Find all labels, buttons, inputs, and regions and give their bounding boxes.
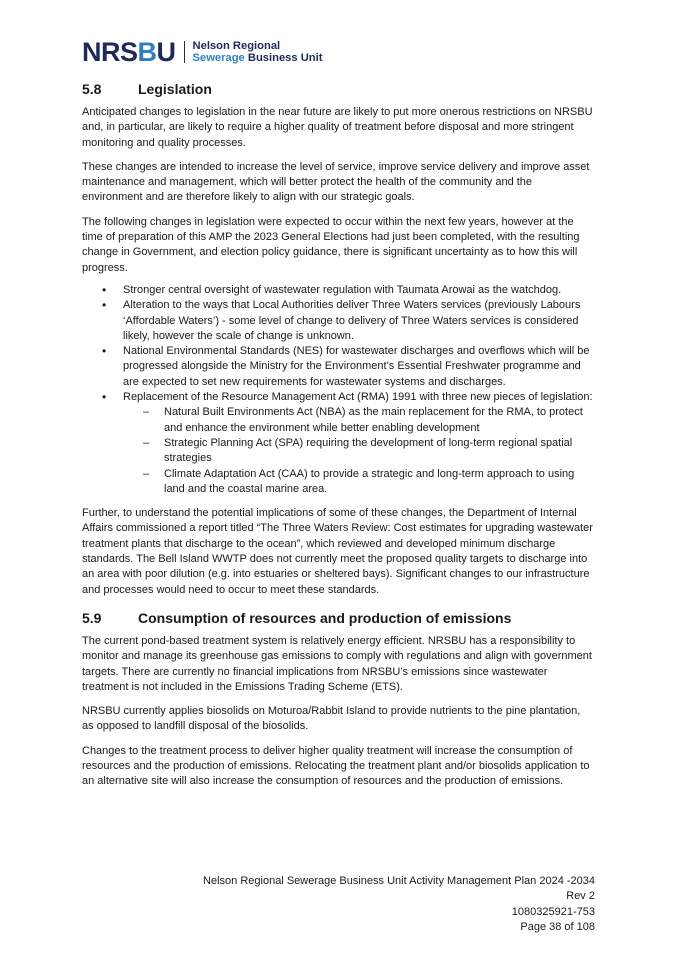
nrsbu-logo (82, 38, 593, 66)
sub-list-item: – Strategic Planning Act (SPA) requiring the development of long-term regional spatial strategies (123, 436, 593, 467)
list-item: • National Environmental Standards (NES) for wastewater discharges and overflows which will be progressed alongside the Ministry for the Environment’s Essential Freshwater programme and are expected to set new requirements for wastewater systems and discharges. (82, 344, 593, 390)
list-item: • Stronger central oversight of wastewater regulation with Taumata Arowai as the watchdog. (82, 283, 593, 298)
sub-list (123, 405, 593, 497)
list-item-text: Replacement of the Resource Management Act (RMA) 1991 with three new pieces of legislation: (123, 391, 593, 404)
logo-subtitle: Nelson Regional Sewerage Business Unit (192, 40, 323, 64)
section-heading-legislation: 5.8 Legislation (82, 81, 212, 97)
paragraph: These changes are intended to increase the level of service, improve service delivery and improve asset maintenance and management, which will better protect the health of the community and the environment and are therefore likely to align with our strategic goals. (82, 160, 590, 204)
paragraph: NRSBU currently applies biosolids on Moturoa/Rabbit Island to provide nutrients to the pine plantation, as opposed to landfill disposal of the biosolids. (82, 705, 581, 733)
paragraph: The current pond-based treatment system is relatively energy efficient. NRSBU has a responsibility to monitor and manage its greenhouse gas emissions to comply with regulations and align with government targets. There are currently no financial implications from NRSBU’s emissions since wastewater treatment is not included in the Emissions Trading Scheme (ETS). (82, 634, 592, 693)
logo-divider (184, 41, 185, 63)
footer-revision: Rev 2 (566, 890, 595, 903)
footer-page-number: Page 38 of 108 (520, 920, 595, 933)
paragraph: Anticipated changes to legislation in the near future are likely to put more onerous restrictions on NRSBU and, in particular, are likely to require a higher quality of treatment before disposal and more stringent monitoring and quality processes. (82, 106, 593, 149)
footer-document-id: 1080325921-753 (511, 905, 595, 918)
page-footer (203, 874, 595, 935)
list-item: • Alteration to the ways that Local Authorities deliver Three Waters services (previously Labours ‘Affordable Waters’) - some level of change to delivery of Three Waters services is considered likely, however the scale of change is unknown. (82, 298, 593, 344)
logo-wordmark: NRSBU (82, 36, 176, 67)
footer-document-title: Nelson Regional Sewerage Business Unit Activity Management Plan 2024 -2034 (203, 875, 595, 887)
paragraph: The following changes in legislation were expected to occur within the next few years, however at the time of preparation of this AMP the 2023 General Elections had just been completed, with the resulting change in Government, and election policy guidance, there is significant uncertainty as to how this will progress. (82, 215, 580, 274)
paragraph: Changes to the treatment process to deliver higher quality treatment will increase the consumption of resources and the production of emissions. Relocating the treatment plant and/or biosolids application to an alternative site will also increase the consumption of resources and the production of emissions. (82, 744, 590, 788)
list-item (82, 390, 593, 497)
sub-list-item: – Climate Adaptation Act (CAA) to provide a strategic and long-term approach to using land and the coastal marine area. (123, 467, 593, 498)
section-heading-emissions: 5.9 Consumption of resources and production of emissions (82, 609, 512, 626)
paragraph: Further, to understand the potential implications of some of these changes, the Department of Internal Affairs commissioned a report titled “The Three Waters Review: Cost estimates for upgrading wastewater treatment plants that discharge to the ocean”, which reviewed and developed minimum discharge standards. The Bell Island WWTP does not currently meet the proposed quality targets to discharge into an area with poor dilution (e.g. into estuaries or sheltered bays). Significant changes to our infrastructure and processes would need to occur to meet these standards. (82, 507, 593, 596)
legislation-bullet-list (82, 283, 593, 497)
sub-list-item: – Natural Built Environments Act (NBA) as the main replacement for the RMA, to protect and enhance the environment while better enabling development (123, 405, 593, 436)
